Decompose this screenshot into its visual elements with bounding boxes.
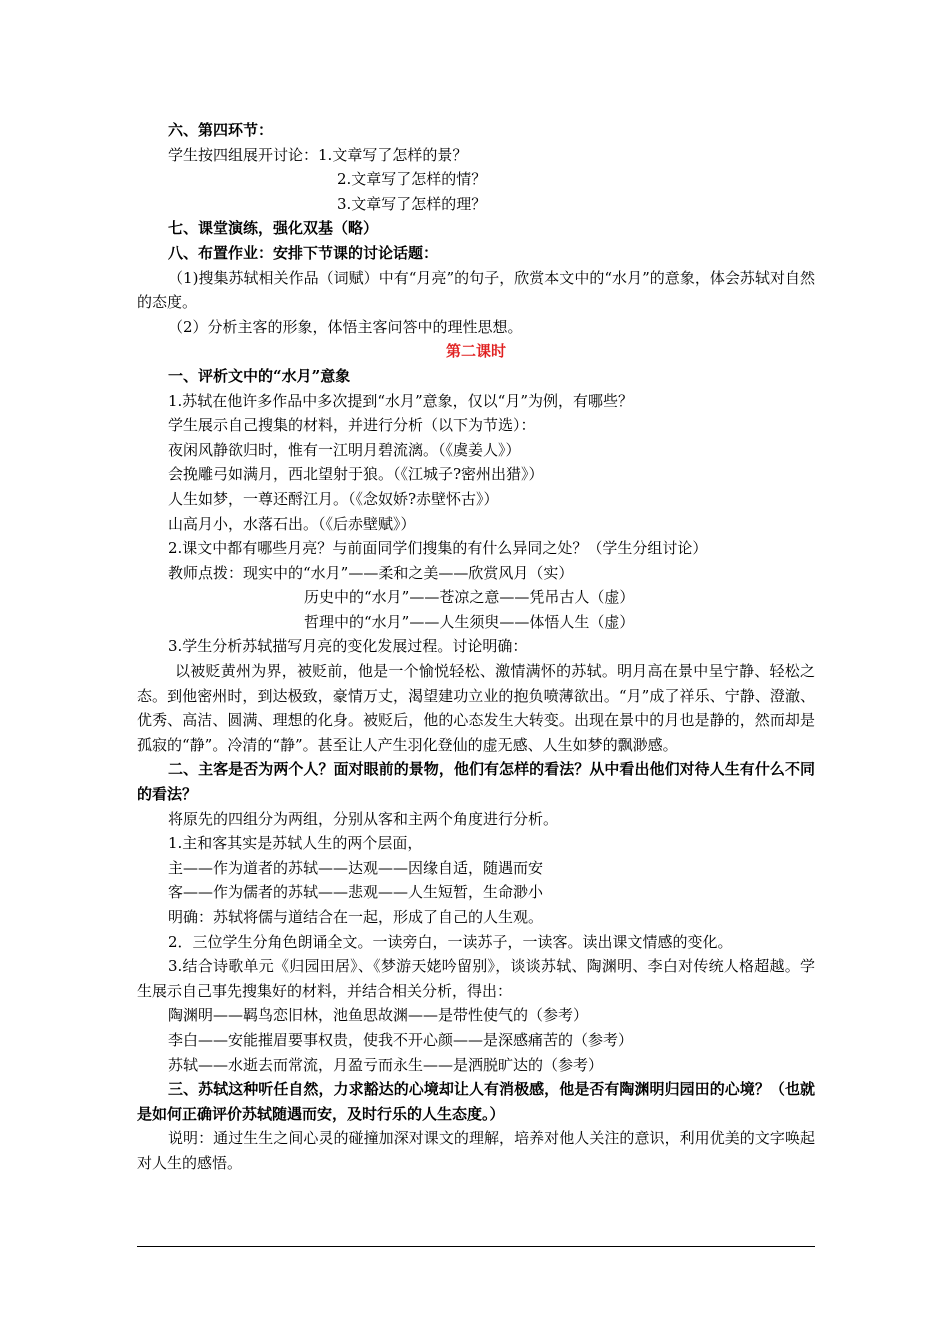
quote-line: 人生如梦，一尊还酹江月。（《念奴娇?赤壁怀古》） xyxy=(168,489,499,508)
section-heading: 七、课堂演练，强化双基（略） xyxy=(168,219,379,238)
paragraph: 主——作为道者的苏轼——达观——因缘自适，随遇而安 xyxy=(168,858,544,877)
lesson-title: 第二课时 xyxy=(445,342,506,361)
paragraph: 陶渊明——羁鸟恋旧林，池鱼思故渊——是带性使气的（参考） xyxy=(168,1006,589,1025)
paragraph: 客——作为儒者的苏轼——悲观——人生短暂，生命渺小 xyxy=(168,883,544,902)
paragraph: 哲理中的“水月”——人生须臾——体悟人生（虚） xyxy=(304,612,635,631)
paragraph: 李白——安能摧眉要事权贵，使我不开心颜——是深感痛苦的（参考） xyxy=(168,1030,634,1049)
quote-line: 山高月小，水落石出。（《后赤壁赋》） xyxy=(168,514,416,533)
paragraph: 2．三位学生分角色朗诵全文。一读旁白，一读苏子，一读客。读出课文情感的变化。 xyxy=(168,932,733,951)
section-heading: 三、苏轼这种听任自然，力求豁达的心境却让人有消极感，他是否有陶渊明归园田的心境？（也就是如何正确评价苏轼随遇而安，及时行乐的人生态度。） xyxy=(137,1080,815,1123)
paragraph: 学生展示自己搜集的材料，并进行分析（以下为节选）： xyxy=(168,416,536,435)
document-body xyxy=(137,118,815,1176)
paragraph: 苏轼——水逝去而常流，月盈亏而永生——是洒脱旷达的（参考） xyxy=(168,1055,604,1074)
paragraph: 2.文章写了怎样的情？ xyxy=(337,170,487,189)
quote-line: 会挽雕弓如满月，西北望射于狼。（《江城子?密州出猎》） xyxy=(168,465,544,484)
paragraph: 3.文章写了怎样的理？ xyxy=(337,194,487,213)
paragraph: 以被贬黄州为界，被贬前，他是一个愉悦轻松、激情满怀的苏轼。明月高在景中呈宁静、轻松之态。到他密州时，到达极致，豪情万丈，渴望建功立业的抱负喷薄欲出。“月”成了祥乐、宁静、澄澈、优秀、高洁、圆满、理想的化身。被贬后，他的心态发生大转变。出现在景中的月也是静的，然而却是孤寂的“静”。冷清的“静”。甚至让人产生羽化登仙的虚无感、人生如梦的飘渺感。 xyxy=(137,662,815,754)
paragraph: 1.主和客其实是苏轼人生的两个层面， xyxy=(168,834,423,853)
paragraph: 教师点拨：现实中的“水月”——柔和之美——欣赏风月（实） xyxy=(168,563,574,582)
section-heading: 六、第四环节： xyxy=(168,121,274,139)
section-heading: 二、主客是否为两个人？面对眼前的景物，他们有怎样的看法？从中看出他们对待人生有什么不同的看法？ xyxy=(137,760,815,804)
paragraph: 学生按四组展开讨论：1.文章写了怎样的景？ xyxy=(168,145,468,164)
paragraph: 历史中的“水月”——苍凉之意——凭吊古人（虚） xyxy=(304,588,635,607)
paragraph: 3.结合诗歌单元《归园田居》、《梦游天姥吟留别》，谈谈苏轼、陶渊明、李白对传统人格超越。学生展示自己事先搜集好的材料，并结合相关分析，得出： xyxy=(137,957,815,1000)
paragraph: 3.学生分析苏轼描写月亮的变化发展过程。讨论明确： xyxy=(168,637,528,656)
paragraph: 明确：苏轼将儒与道结合在一起，形成了自己的人生观。 xyxy=(168,908,544,926)
paragraph: 将原先的四组分为两组，分别从客和主两个角度进行分析。 xyxy=(168,809,559,828)
footer-divider xyxy=(137,1246,815,1247)
paragraph: （1)搜集苏轼相关作品（词赋）中有“月亮”的句子，欣赏本文中的“水月”的意象，体会苏轼对自然的态度。 xyxy=(137,268,815,312)
paragraph: （2）分析主客的形象，体悟主客问答中的理性思想。 xyxy=(168,317,523,336)
section-heading: 一、评析文中的“水月”意象 xyxy=(168,366,351,385)
paragraph: 说明：通过生生之间心灵的碰撞加深对课文的理解，培养对他人关注的意识，利用优美的文字唤起对人生的感悟。 xyxy=(137,1129,815,1172)
section-heading: 八、布置作业：安排下节课的讨论话题： xyxy=(168,243,439,262)
paragraph: 1.苏轼在他许多作品中多次提到“水月”意象，仅以“月”为例，有哪些？ xyxy=(168,391,633,410)
quote-line: 夜闲风静欲归时，惟有一江明月碧流漓。（《虞姜人》） xyxy=(168,440,521,459)
paragraph: 2.课文中都有哪些月亮？与前面同学们搜集的有什么异同之处？（学生分组讨论） xyxy=(168,539,708,558)
